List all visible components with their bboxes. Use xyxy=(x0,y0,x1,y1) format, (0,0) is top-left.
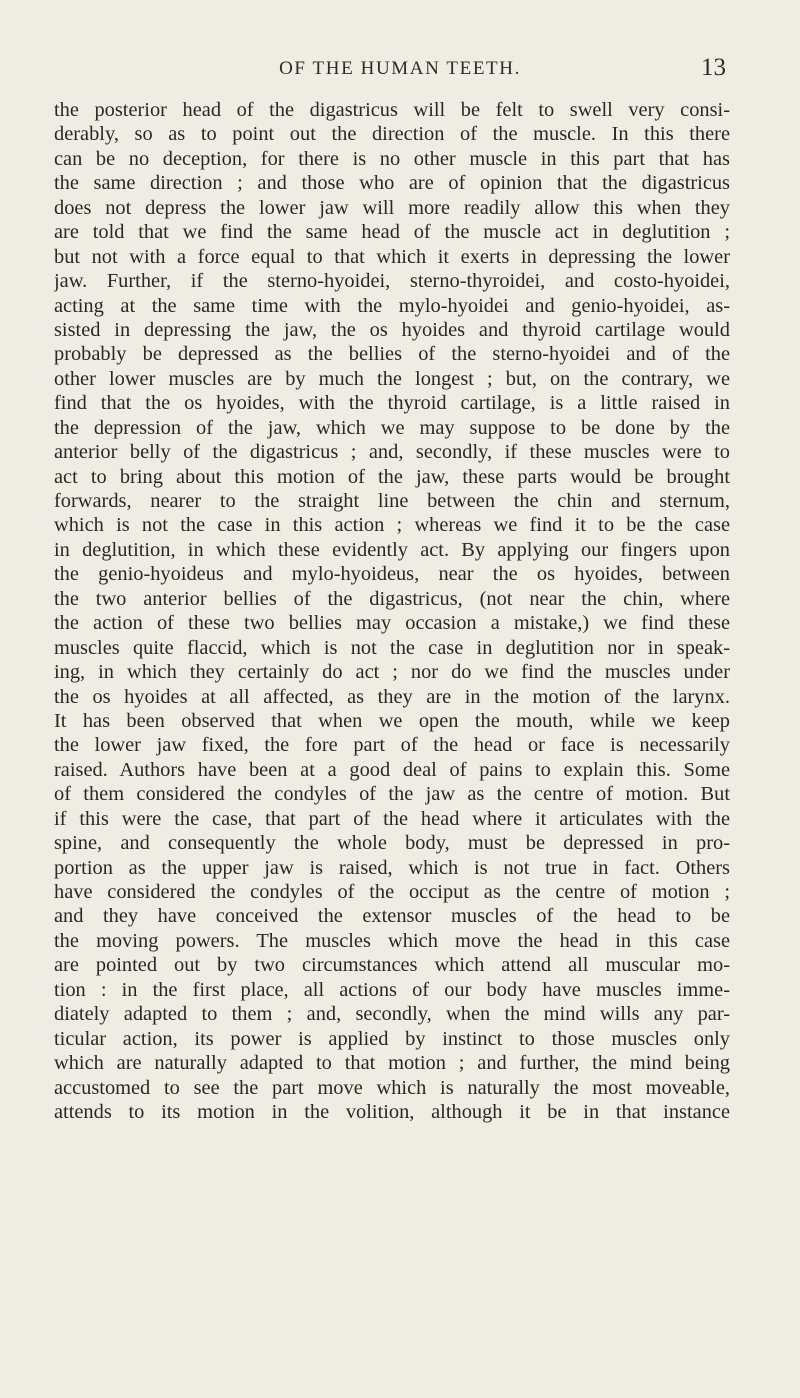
running-head xyxy=(0,54,800,84)
text-line: the posterior head of the digastricus will be felt to swell very consi- xyxy=(54,99,730,121)
text-line: probably be depressed as the bellies of the sterno-hyoidei and of the xyxy=(54,343,730,366)
text-line: the same direction ; and those who are of opinion that the digastricus xyxy=(54,172,730,195)
text-line: the two anterior bellies of the digastricus, (not near the chin, where xyxy=(54,587,730,610)
text-line: which are naturally adapted to that motion ; and further, the mind being xyxy=(54,1052,730,1075)
text-line: raised. Authors have been at a good deal of pains to explain this. Some xyxy=(54,758,730,781)
text-line: forwards, nearer to the straight line between the chin and sternum, xyxy=(54,490,730,512)
text-line: sisted in depressing the jaw, the os hyoides and thyroid cartilage would xyxy=(54,318,730,341)
text-line: portion as the upper jaw is raised, which is not true in fact. Others xyxy=(54,856,730,879)
text-line: ing, in which they certainly do act ; nor do we find the muscles under xyxy=(54,661,730,684)
text-line: are pointed out by two circumstances which attend all muscular mo- xyxy=(54,954,730,977)
text-line: can be no deception, for there is no other muscle in this part that has xyxy=(54,147,730,170)
text-line: have considered the condyles of the occiput as the centre of motion ; xyxy=(54,881,730,903)
text-line: act to bring about this motion of the jaw, these parts would be brought xyxy=(54,465,730,488)
text-line: which is not the case in this action ; whereas we find it to be the case xyxy=(54,514,730,537)
text-line: in deglutition, in which these evidently act. By applying our fingers upon xyxy=(54,538,730,561)
text-line: attends to its motion in the volition, although it be in that instance xyxy=(54,1100,730,1123)
text-line: if this were the case, that part of the head where it articulates with the xyxy=(54,807,730,830)
text-line: derably, so as to point out the direction of the muscle. In this there xyxy=(54,123,730,146)
text-line: acting at the same time with the mylo-hyoidei and genio-hyoidei, as- xyxy=(54,294,730,317)
running-title: OF THE HUMAN TEETH. xyxy=(279,58,521,79)
body-text xyxy=(54,98,730,1124)
text-line: jaw. Further, if the sterno-hyoidei, sterno-thyroidei, and costo-hyoidei, xyxy=(54,270,730,293)
text-line: It has been observed that when we open the mouth, while we keep xyxy=(54,709,730,732)
text-line: does not depress the lower jaw will more readily allow this when they xyxy=(54,196,730,219)
text-line: the lower jaw fixed, the fore part of the head or face is necessarily xyxy=(54,734,730,757)
text-line: the moving powers. The muscles which move the head in this case xyxy=(54,929,730,952)
text-line: diately adapted to them ; and, secondly, when the mind wills any par- xyxy=(54,1003,730,1026)
text-line: tion : in the first place, all actions of our body have muscles imme- xyxy=(54,978,730,1001)
text-line: accustomed to see the part move which is naturally the most moveable, xyxy=(54,1076,730,1099)
text-line: find that the os hyoides, with the thyroid cartilage, is a little raised in xyxy=(54,392,730,415)
text-line: spine, and consequently the whole body, must be depressed in pro- xyxy=(54,832,730,855)
page-number: 13 xyxy=(701,54,726,81)
text-line: anterior belly of the digastricus ; and, secondly, if these muscles were to xyxy=(54,441,730,464)
text-line: of them considered the condyles of the jaw as the centre of motion. But xyxy=(54,783,730,806)
text-line: the depression of the jaw, which we may suppose to be done by the xyxy=(54,416,730,439)
text-line: the genio-hyoideus and mylo-hyoideus, near the os hyoides, between xyxy=(54,563,730,586)
text-line: but not with a force equal to that which it exerts in depressing the lower xyxy=(54,245,730,268)
text-line: the os hyoides at all affected, as they are in the motion of the larynx. xyxy=(54,685,730,708)
text-line: are told that we find the same head of the muscle act in deglutition ; xyxy=(54,221,730,244)
text-line: other lower muscles are by much the longest ; but, on the contrary, we xyxy=(54,367,730,390)
text-line: and they have conceived the extensor muscles of the head to be xyxy=(54,905,730,928)
text-line: ticular action, its power is applied by instinct to those muscles only xyxy=(54,1027,730,1050)
text-line: the action of these two bellies may occasion a mistake,) we find these xyxy=(54,612,730,635)
text-line: muscles quite flaccid, which is not the case in deglutition nor in speak- xyxy=(54,636,730,659)
